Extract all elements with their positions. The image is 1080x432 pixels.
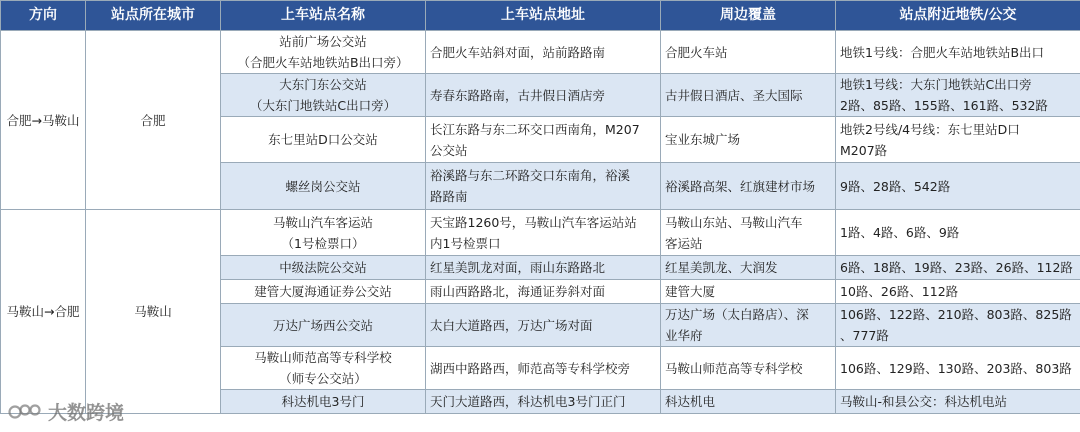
- transit-cell: 地铁1号线：合肥火车站地铁站B出口: [836, 31, 1080, 74]
- stop-address-cell: 红星美凯龙对面，雨山东路路北: [426, 256, 661, 280]
- header-city: 站点所在城市: [86, 1, 221, 31]
- coverage-cell: 科达机电: [661, 390, 836, 414]
- stop-address-cell: 合肥火车站斜对面，站前路路南: [426, 31, 661, 74]
- transit-cell: 10路、26路、112路: [836, 280, 1080, 304]
- watermark-text: 大数跨境: [48, 402, 125, 424]
- coverage-cell: 万达广场（太白路店）、深 业华府: [661, 304, 836, 347]
- stop-name-cell: 螺丝岗公交站: [221, 163, 426, 210]
- table-row: [1, 210, 1080, 256]
- stop-name-cell: 中级法院公交站: [221, 256, 426, 280]
- coverage-cell: 马鞍山东站、马鞍山汽车 客运站: [661, 210, 836, 256]
- transit-cell: 6路、18路、19路、23路、26路、112路: [836, 256, 1080, 280]
- transit-cell: 106路、129路、130路、203路、803路: [836, 347, 1080, 390]
- coverage-cell: 古井假日酒店、圣大国际: [661, 74, 836, 117]
- header-stop-address: 上车站点地址: [426, 1, 661, 31]
- transit-cell: 地铁1号线：大东门地铁站C出口旁 2路、85路、155路、161路、532路: [836, 74, 1080, 117]
- stop-name-cell: 马鞍山师范高等专科学校 （师专公交站）: [221, 347, 426, 390]
- stop-address-cell: 天宝路1260号，马鞍山汽车客运站站 内1号检票口: [426, 210, 661, 256]
- city-cell: 合肥: [86, 31, 221, 210]
- coverage-cell: 红星美凯龙、大润发: [661, 256, 836, 280]
- coverage-cell: 建管大厦: [661, 280, 836, 304]
- coverage-cell: 合肥火车站: [661, 31, 836, 74]
- city-cell: 马鞍山: [86, 210, 221, 414]
- stop-name-cell: 大东门东公交站 （大东门地铁站C出口旁）: [221, 74, 426, 117]
- stop-address-cell: 湖西中路路西，师范高等专科学校旁: [426, 347, 661, 390]
- transit-cell: 1路、4路、6路、9路: [836, 210, 1080, 256]
- stop-name-cell: 东七里站D口公交站: [221, 117, 426, 163]
- table-row: [1, 31, 1080, 74]
- stop-address-cell: 太白大道路西，万达广场对面: [426, 304, 661, 347]
- stop-address-cell: 天门大道路西，科达机电3号门正门: [426, 390, 661, 414]
- stop-address-cell: 寿春东路路南，古井假日酒店旁: [426, 74, 661, 117]
- header-stop-name: 上车站点名称: [221, 1, 426, 31]
- stop-name-cell: 马鞍山汽车客运站 （1号检票口）: [221, 210, 426, 256]
- transit-cell: 9路、28路、542路: [836, 163, 1080, 210]
- stop-address-cell: 长江东路与东二环交口西南角，M207 公交站: [426, 117, 661, 163]
- coverage-cell: 宝业东城广场: [661, 117, 836, 163]
- stop-name-cell: 站前广场公交站 （合肥火车站地铁站B出口旁）: [221, 31, 426, 74]
- stop-name-cell: 建管大厦海通证券公交站: [221, 280, 426, 304]
- stop-address-cell: 雨山西路路北，海通证券斜对面: [426, 280, 661, 304]
- header-coverage: 周边覆盖: [661, 1, 836, 31]
- stop-name-cell: 科达机电3号门: [221, 390, 426, 414]
- stop-name-cell: 万达广场西公交站: [221, 304, 426, 347]
- transit-cell: 地铁2号线/4号线：东七里站D口 M207路: [836, 117, 1080, 163]
- transit-cell: 106路、122路、210路、803路、825路 、777路: [836, 304, 1080, 347]
- table-body: [1, 31, 1080, 414]
- coverage-cell: 裕溪路高架、红旗建材市场: [661, 163, 836, 210]
- direction-cell: 合肥→马鞍山: [1, 31, 86, 210]
- stop-address-cell: 裕溪路与东二环路交口东南角，裕溪 路路南: [426, 163, 661, 210]
- direction-cell: 马鞍山→合肥: [1, 210, 86, 414]
- coverage-cell: 马鞍山师范高等专科学校: [661, 347, 836, 390]
- header-row: [1, 1, 1080, 31]
- header-transit: 站点附近地铁/公交: [836, 1, 1080, 31]
- transit-cell: 马鞍山-和县公交：科达机电站: [836, 390, 1080, 414]
- header-direction: 方向: [1, 1, 86, 31]
